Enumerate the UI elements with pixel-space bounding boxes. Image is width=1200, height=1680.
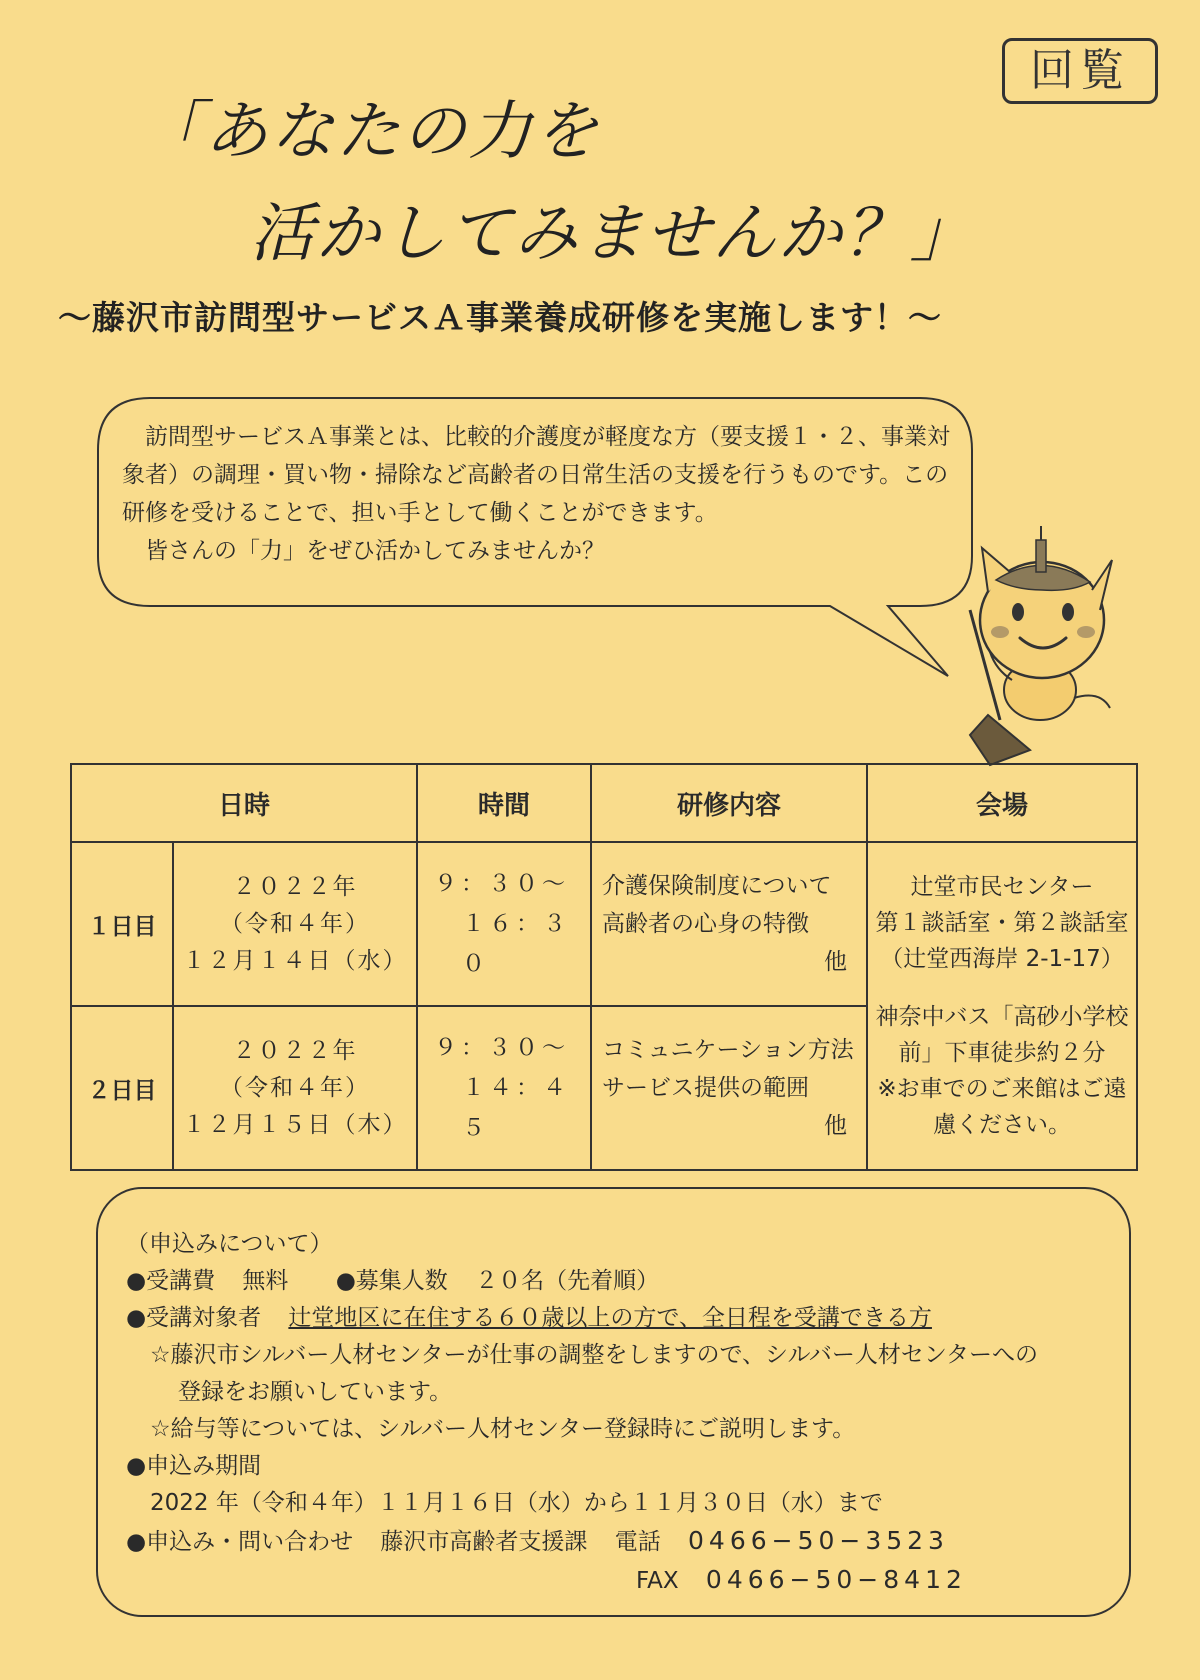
capacity-value: ２０名（先着順） [475, 1268, 660, 1294]
contact-dept: 藤沢市高齢者支援課 [380, 1529, 588, 1555]
bubble-paragraph: 皆さんの「力」をぜひ活かしてみませんか？ [122, 538, 605, 564]
content-item: コミュニケーション方法 [602, 1037, 854, 1063]
target-row [126, 1300, 1116, 1337]
date-year: ２０２２年 [232, 873, 358, 900]
day-label: ２日目 [71, 1006, 173, 1170]
content-item: 高齢者の心身の特徴 [602, 911, 810, 937]
header-time: 時間 [417, 764, 591, 842]
content-cell [591, 842, 867, 1006]
venue-rooms: 第１談話室・第２談話室 [875, 910, 1129, 936]
venue-bus: 前」下車徒歩約２分 [898, 1040, 1106, 1066]
table-header-row [71, 764, 1137, 842]
time-end: １４：４５ [462, 1075, 571, 1141]
time-start: ９：３０～ [434, 1035, 570, 1061]
table-row [71, 842, 1137, 1006]
subtitle: ～藤沢市訪問型サービスＡ事業養成研修を実施します！～ [58, 298, 942, 337]
target-value: 辻堂地区に在住する６０歳以上の方で、全日程を受講できる方 [288, 1305, 932, 1331]
date-day: １２月１４日（水） [182, 947, 408, 974]
header-venue: 会場 [867, 764, 1137, 842]
title-line-1: 「あなたの力を [138, 95, 600, 169]
time-start: ９：３０～ [434, 871, 570, 897]
note-silver-center: ☆藤沢市シルバー人材センターが仕事の調整をしますので、シルバー人材センターへの [150, 1342, 1038, 1368]
content-other: 他 [824, 1113, 848, 1139]
fax-number: 0466−50−8412 [705, 1565, 967, 1594]
contact-row [126, 1522, 1116, 1561]
tel-label: 電話 [614, 1529, 661, 1555]
content-cell [591, 1006, 867, 1170]
fee-label: ●受講費 [126, 1268, 216, 1294]
date-era: （令和４年） [220, 1074, 370, 1101]
venue-note: ※お車でのご来館はご遠 [877, 1076, 1127, 1102]
venue-note: 慮ください。 [933, 1112, 1072, 1138]
tel-number: 0466−50−3523 [688, 1526, 949, 1555]
date-era: （令和４年） [220, 910, 370, 937]
title-line-2: 活かしてみませんか？」 [250, 197, 976, 271]
time-cell [417, 1006, 591, 1170]
time-cell [417, 842, 591, 1006]
capacity-label: ●募集人数 [335, 1268, 448, 1294]
header-date: 日時 [71, 764, 417, 842]
day-label: １日目 [71, 842, 173, 1006]
period-value: 2022 年（令和４年）１１月１６日（水）から１１月３０日（水）まで [150, 1490, 883, 1516]
fee-value: 無料 [242, 1268, 289, 1294]
venue-name: 辻堂市民センター [910, 874, 1094, 900]
content-item: サービス提供の範囲 [602, 1075, 810, 1101]
fee-row [126, 1263, 1116, 1300]
content-other: 他 [824, 949, 848, 975]
venue-address: （辻堂西海岸 2-1-17） [880, 946, 1124, 972]
circulation-stamp: 回覧 [1002, 38, 1158, 104]
target-label: ●受講対象者 [126, 1305, 262, 1331]
application-details [126, 1226, 1116, 1600]
fax-row [126, 1561, 1116, 1600]
venue-cell [867, 842, 1137, 1170]
note-silver-center-cont: 登録をお願いしています。 [178, 1379, 453, 1405]
date-year: ２０２２年 [232, 1037, 358, 1064]
venue-bus: 神奈中バス「高砂小学校 [875, 1004, 1129, 1030]
application-heading: （申込みについて） [126, 1231, 333, 1257]
schedule-table [70, 763, 1138, 1171]
content-item: 介護保険制度について [602, 873, 832, 899]
date-day: １２月１５日（木） [182, 1111, 408, 1138]
fax-label: FAX [636, 1568, 679, 1594]
header-content: 研修内容 [591, 764, 867, 842]
date-cell [173, 842, 417, 1006]
mascot-character-icon [960, 520, 1120, 770]
bubble-text [122, 418, 952, 570]
note-salary: ☆給与等については、シルバー人材センター登録時にご説明します。 [150, 1416, 856, 1442]
period-label: ●申込み期間 [126, 1453, 262, 1479]
date-cell [173, 1006, 417, 1170]
bubble-paragraph: 訪問型サービスＡ事業とは、比較的介護度が軽度な方（要支援１・２、事業対象者）の調理・買い物・掃除など高齢者の日常生活の支援を行うものです。この研修を受けることで、担い手として働くことができます。 [122, 424, 950, 526]
time-end: １６：３０ [462, 911, 571, 977]
contact-label: ●申込み・問い合わせ [126, 1529, 354, 1555]
